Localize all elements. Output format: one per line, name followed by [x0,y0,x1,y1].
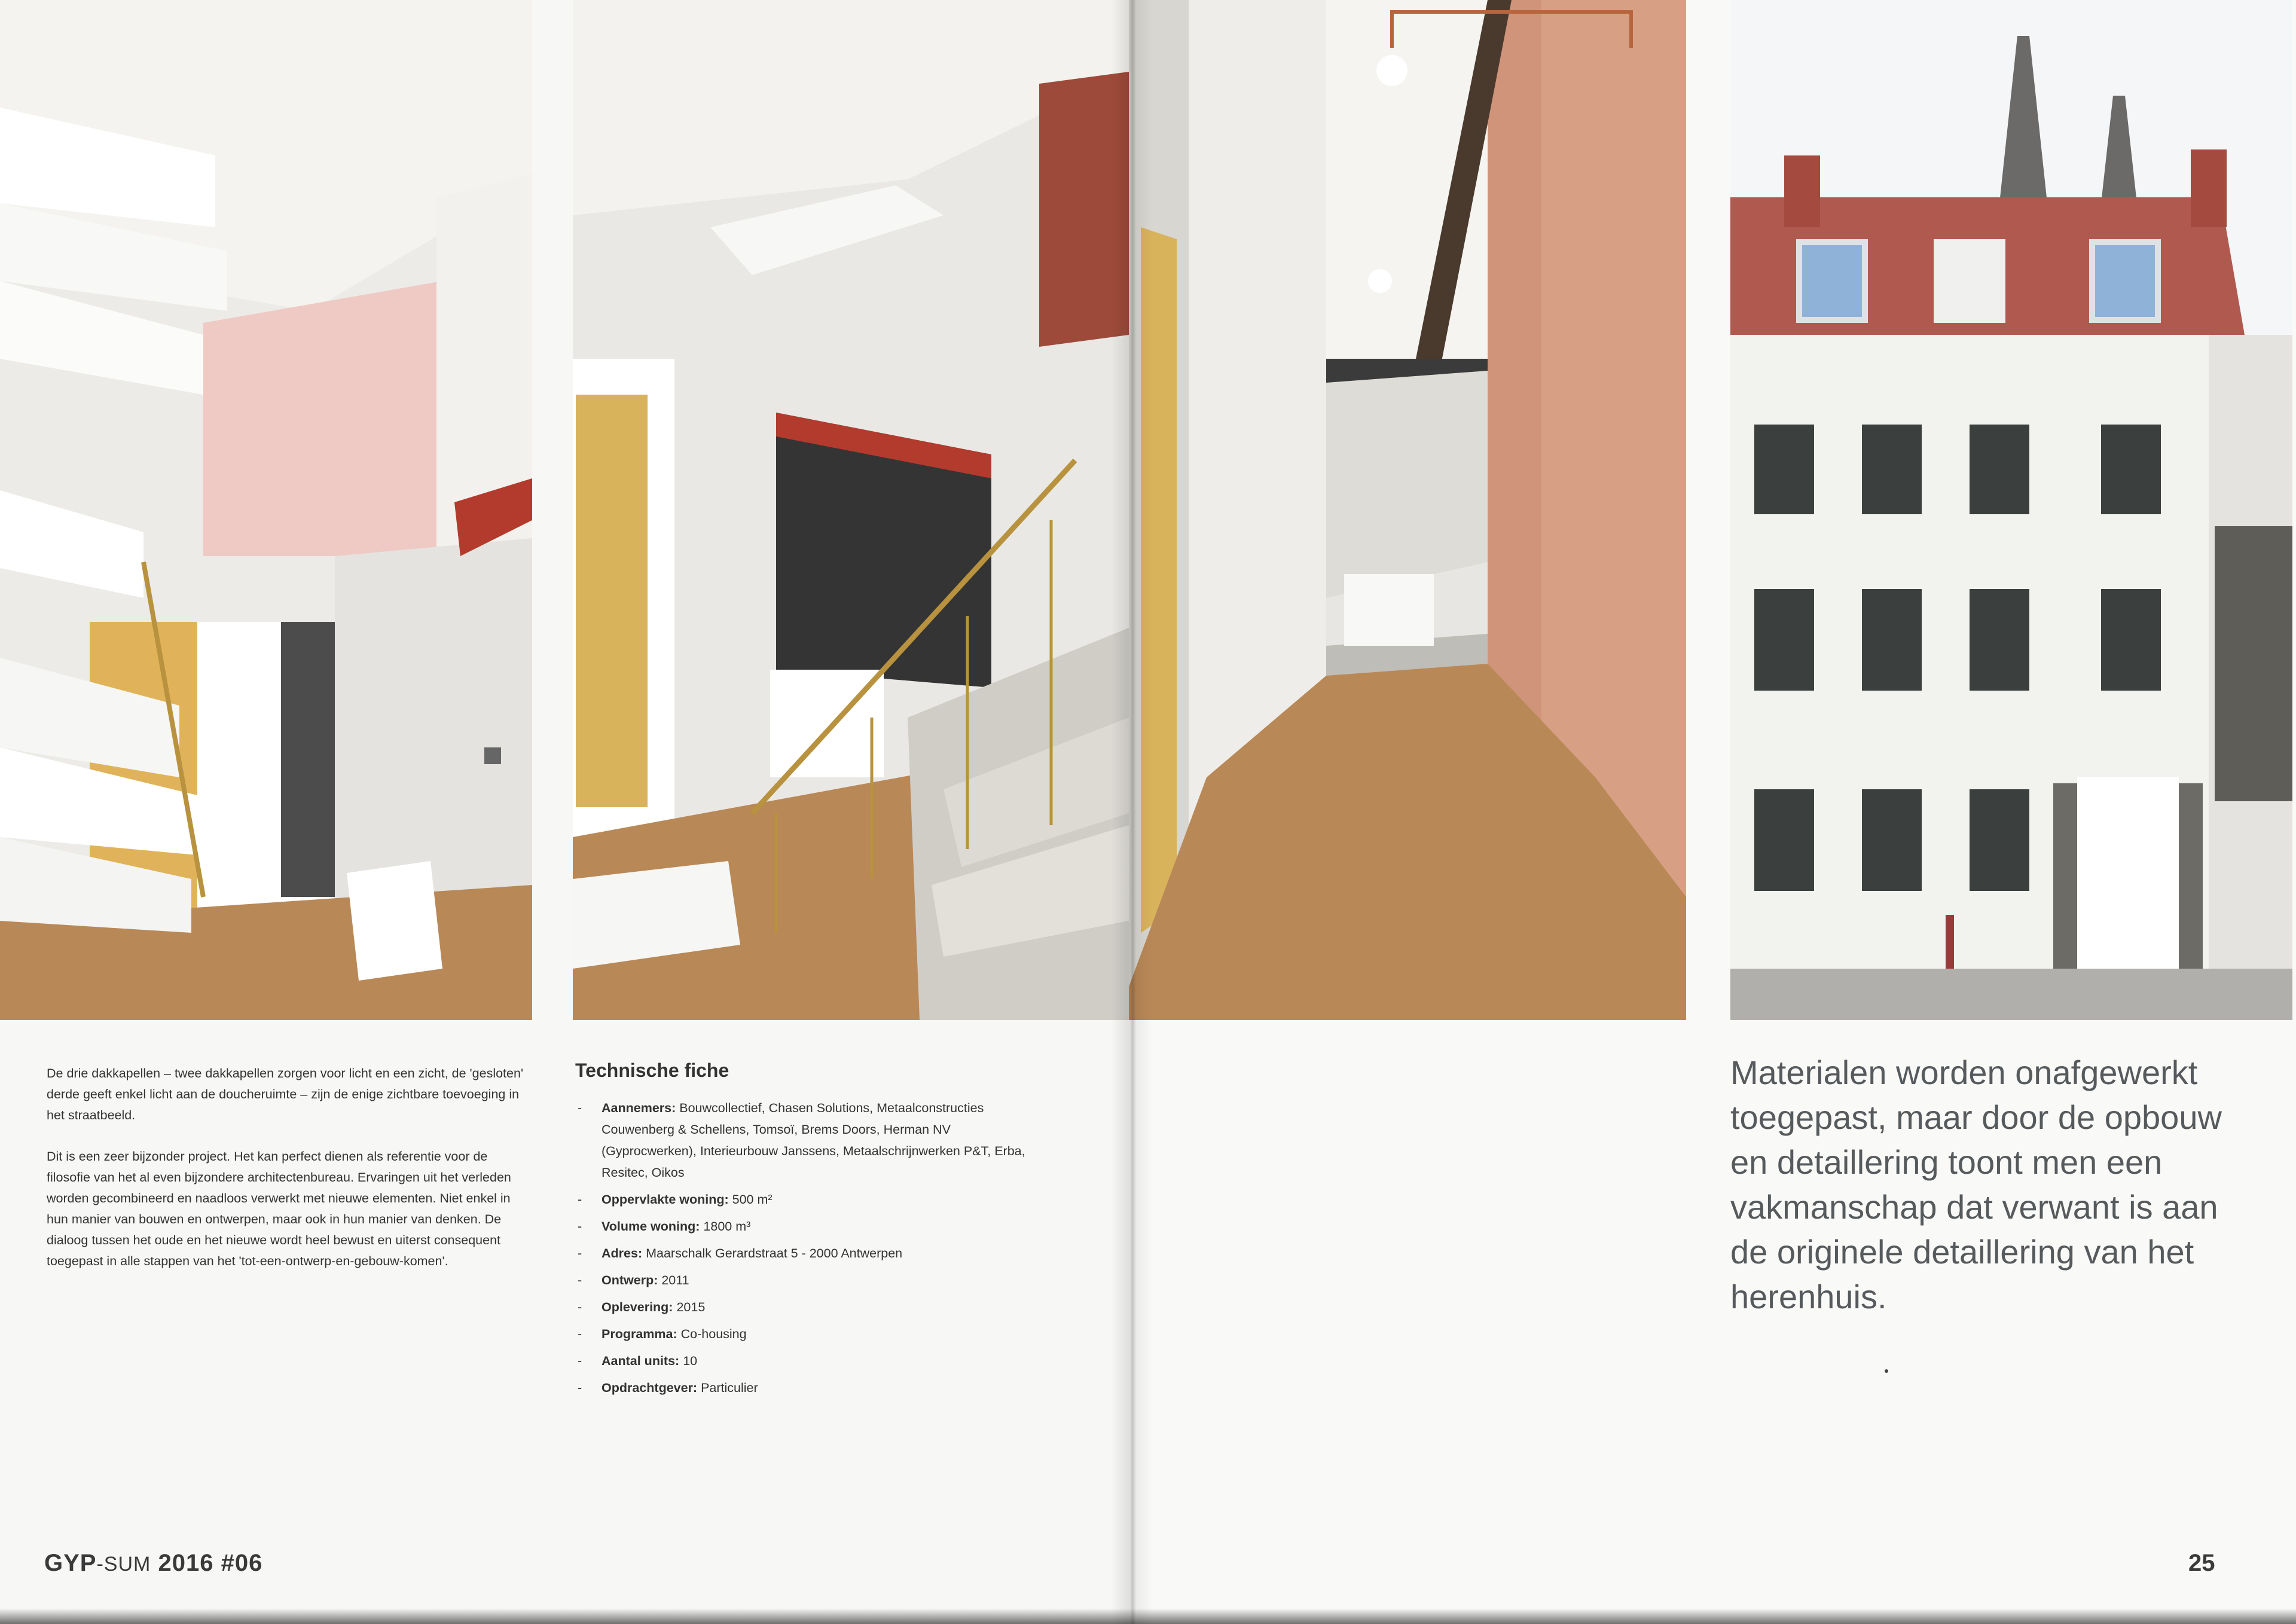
tech-label: Aannemers: [602,1101,676,1115]
tech-value: 2015 [676,1300,706,1314]
staircase-photo [0,0,532,1020]
scan-edge-shadow [0,1608,2296,1624]
spine-gutter [1111,0,1153,1624]
tech-item-program [575,1323,1042,1345]
tech-value: 10 [683,1354,698,1368]
tech-value: Co-housing [680,1327,747,1341]
tech-value: Maarschalk Gerardstraat 5 - 2000 Antwerpen [646,1246,903,1260]
tech-item-design [575,1269,1042,1291]
tech-value: 500 m² [732,1192,773,1207]
townhouse-facade-photo [1730,0,2292,1020]
tech-value: 1800 m³ [703,1219,751,1234]
tech-item-volume [575,1216,1042,1237]
folio-issue: 2016 #06 [151,1550,263,1576]
tech-item-address [575,1243,1042,1264]
magazine-folio [44,1550,262,1577]
tech-label: Adres: [602,1246,643,1260]
attic-corridor-photo [1129,0,1686,1020]
tech-label: Oppervlakte woning: [602,1192,729,1207]
tech-item-delivery [575,1296,1042,1318]
folio-brand-thin: -SUM [96,1553,151,1576]
tech-label: Volume woning: [602,1219,700,1234]
tech-label: Oplevering: [602,1300,673,1314]
tech-label: Programma: [602,1327,677,1341]
caption-paragraph: Dit is een zeer bijzonder project. Het kan perfect dienen als referentie voor de filosofie van het al even bijzondere architectenbureau. Ervaringen uit het verleden worden gecombineerd en naadloos verwerkt met nieuwe elementen. Niet enkel in hun manier van bouwen en ontwerpen, maar ook in hun manier van denken. De dialoog tussen het oude en het nieuwe wordt heel bewust en uiterst consequent toegepast in alle stappen van het 'tot-een-ontwerp-en-gebouw-komen'. [47,1149,511,1268]
tech-label: Ontwerp: [602,1273,658,1287]
folio-brand: GYP [44,1550,97,1576]
caption-paragraph: De drie dakkapellen – twee dakkapellen zorgen voor licht en een zicht, de 'gesloten' derde geeft enkel licht aan de doucheruimte – zijn de enige zichtbare toevoeging in het straatbeeld. [47,1066,524,1122]
tech-label: Aantal units: [602,1354,680,1368]
tech-value: Bouwcollectief, Chasen Solutions, Metaalconstructies Couwenberg & Schellens, Tomsoï, Brems Doors, Herman NV (Gyprocwerken), Interieurbouw Janssens, Metaalschrijnwerken P&T, Erba, Resitec, Oikos [602,1101,1025,1180]
tech-item-surface [575,1189,1042,1210]
tech-item-client [575,1377,1042,1399]
tech-item-contractors [575,1097,1042,1183]
pull-quote: Materialen worden onafgewerkt toegepast, maar door de opbouw en detaillering toont men een vakmanschap dat verwant is aan de originele detaillering van het herenhuis. [1730,1054,2222,1315]
tech-label: Opdrachtgever: [602,1381,698,1395]
photo-caption [47,1063,525,1292]
tech-value: Particulier [701,1381,758,1395]
tech-item-units [575,1350,1042,1372]
technical-sheet [575,1060,1042,1404]
page-number: 25 [2188,1550,2215,1576]
right-page [1129,0,2296,1624]
tech-value: 2011 [661,1273,689,1287]
ink-dot [1885,1369,1888,1373]
left-page [0,0,1129,1624]
technical-sheet-list [575,1097,1042,1399]
brass-stair-photo [573,0,1129,1020]
technical-sheet-title: Technische fiche [575,1060,729,1081]
